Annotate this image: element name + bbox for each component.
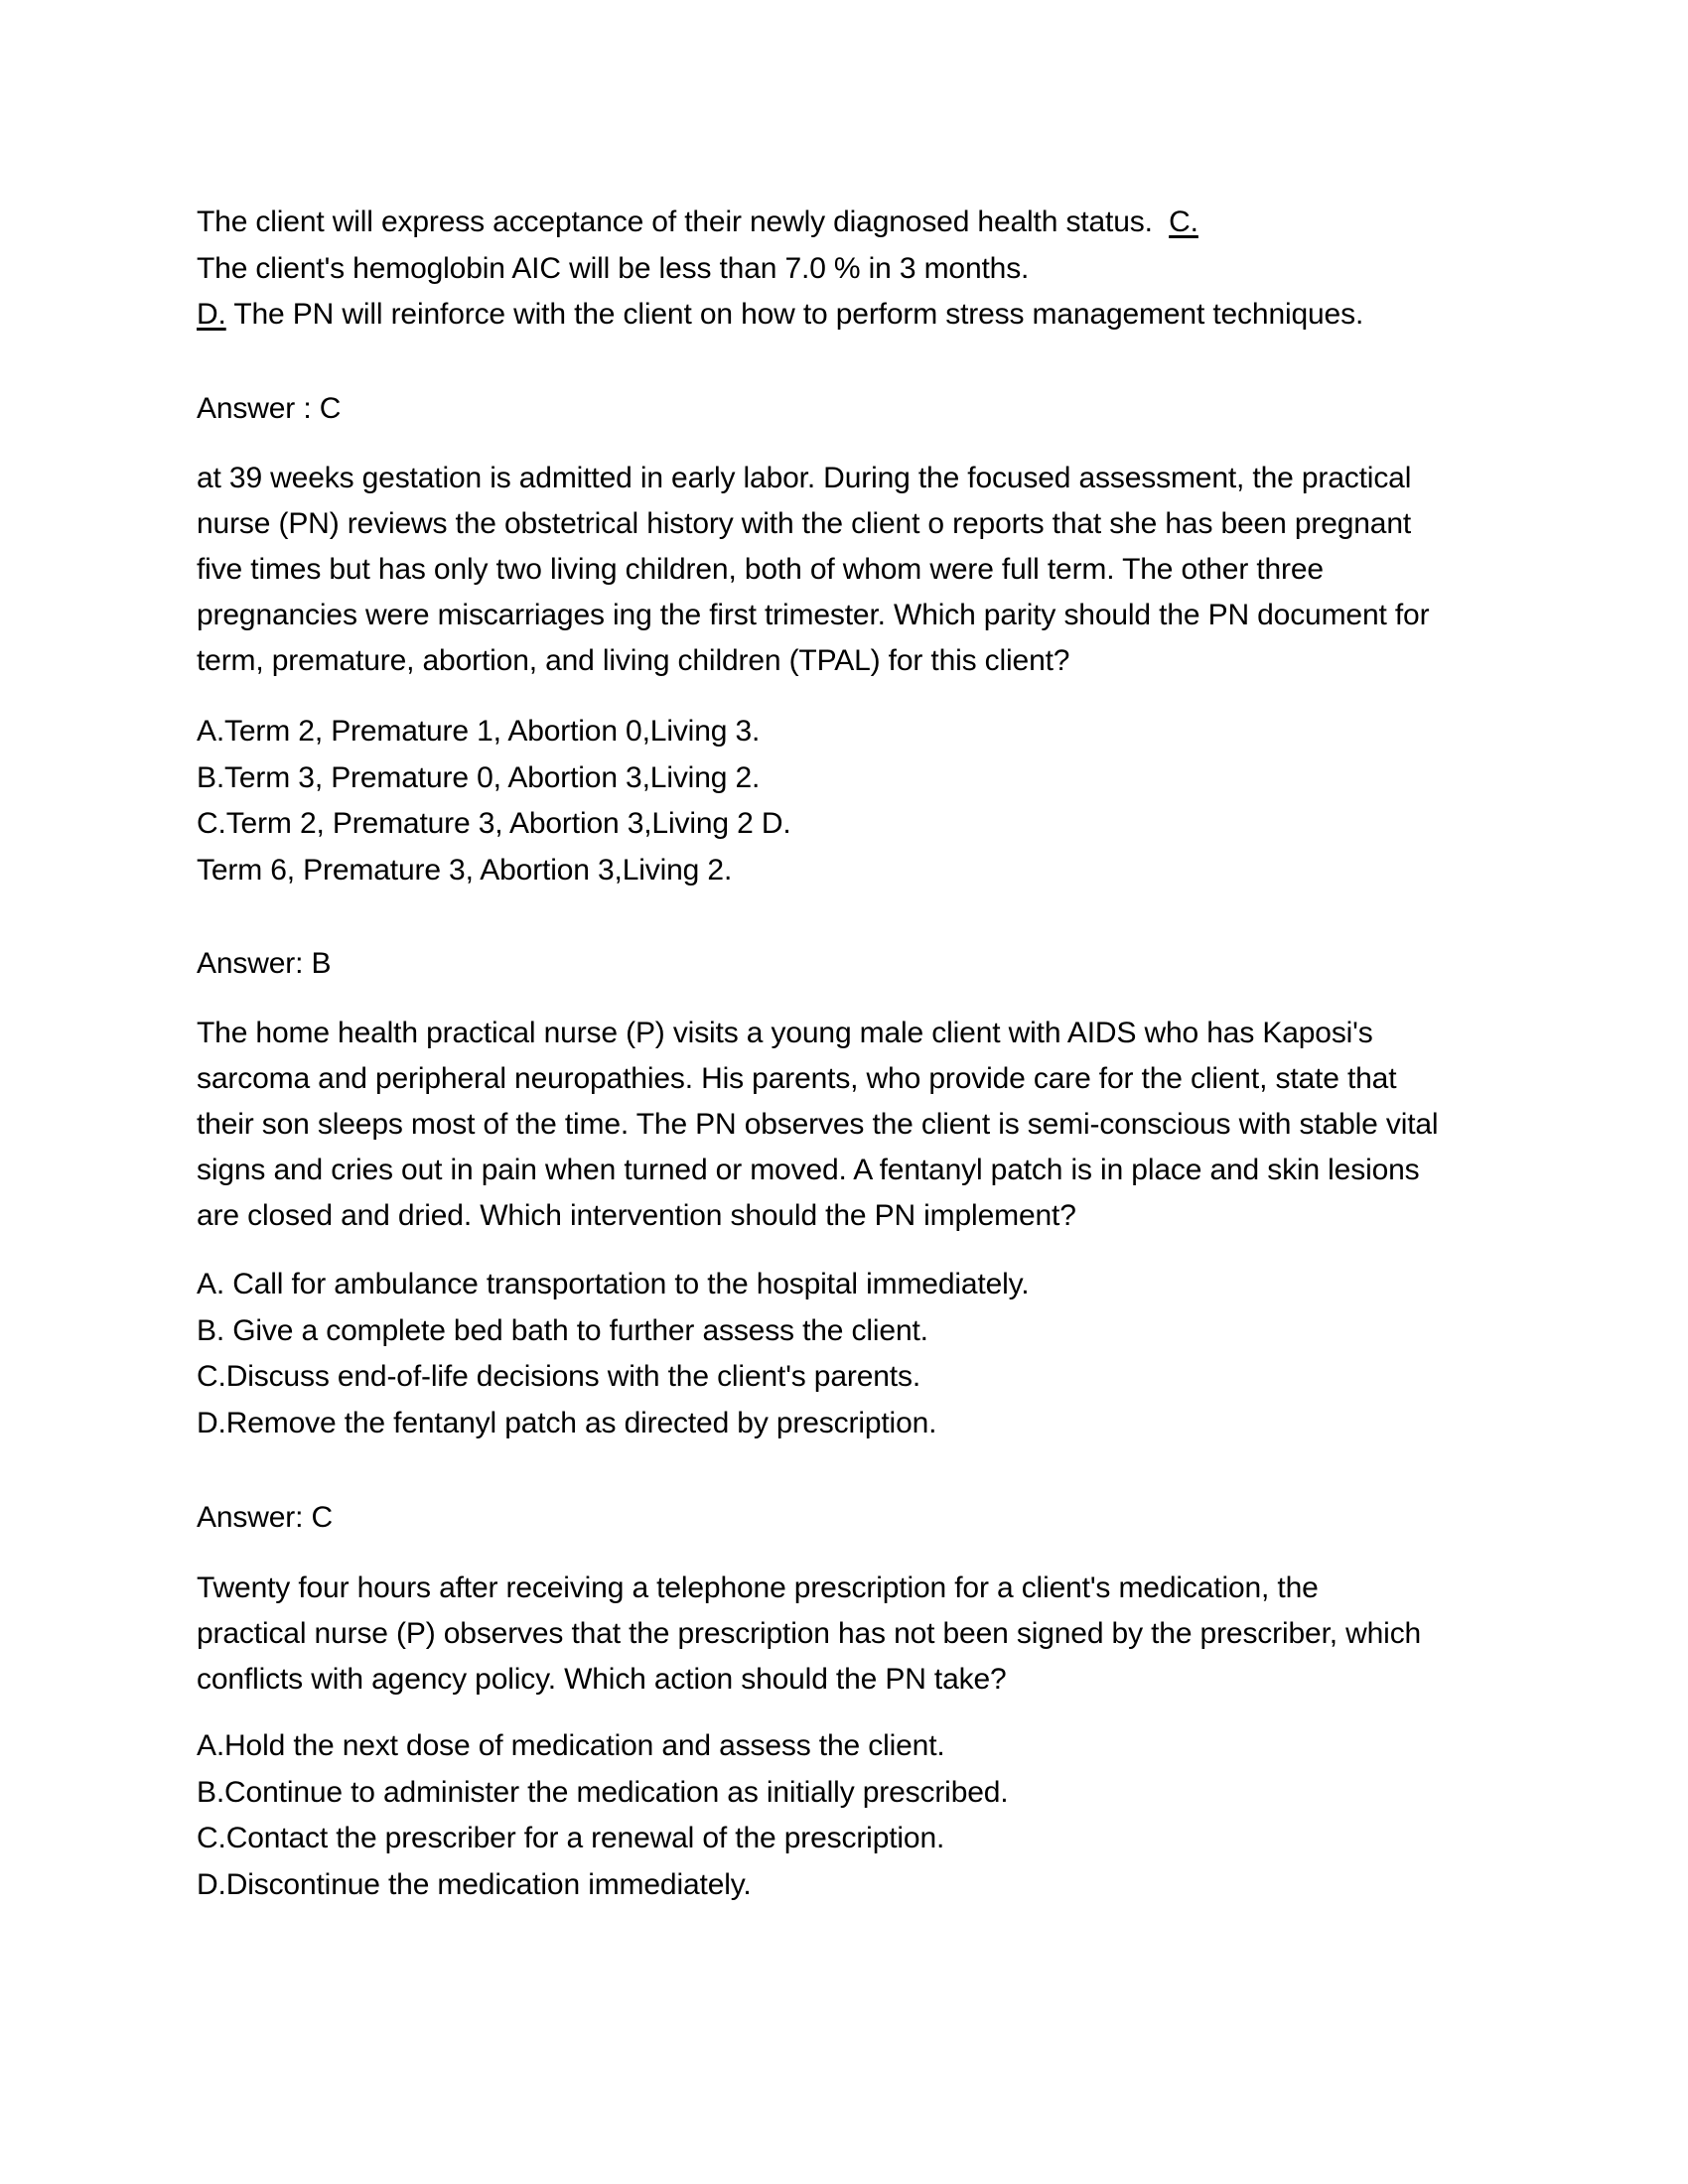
- option-line: Term 6, Premature 3, Abortion 3,Living 2.: [197, 853, 733, 887]
- option-line: C.Discuss end-of-life decisions with the client's parents.: [197, 1360, 921, 1393]
- option-marker: C.: [1169, 205, 1198, 238]
- option-line: D.Remove the fentanyl patch as directed by prescription.: [197, 1406, 937, 1439]
- answer-label: Answer : C: [197, 392, 342, 425]
- option-marker: D.: [197, 298, 226, 331]
- question-line: are closed and dried. Which intervention should the PN implement?: [197, 1199, 1076, 1232]
- option-line: [197, 292, 1507, 339]
- answer-label: Answer: B: [197, 947, 332, 980]
- question-line: term, premature, abortion, and living children (TPAL) for this client?: [197, 644, 1070, 677]
- question-line: nurse (PN) reviews the obstetrical history with the client o reports that she has been pregnant: [197, 507, 1412, 540]
- option-line: D.Discontinue the medication immediately.: [197, 1867, 752, 1901]
- question-line: five times but has only two living children, both of whom were full term. The other three: [197, 553, 1324, 586]
- question-line: sarcoma and peripheral neuropathies. His parents, who provide care for the client, state that: [197, 1062, 1397, 1095]
- question-line: their son sleeps most of the time. The PN observes the client is semi-conscious with stable vital: [197, 1108, 1439, 1141]
- option-line: B.Continue to administer the medication as initially prescribed.: [197, 1775, 1009, 1809]
- option-line: A.Hold the next dose of medication and assess the client.: [197, 1729, 945, 1762]
- question-line: at 39 weeks gestation is admitted in early labor. During the focused assessment, the practical: [197, 462, 1412, 494]
- option-text: The PN will reinforce with the client on how to perform stress management techniques.: [225, 298, 1364, 331]
- option-line: C.Term 2, Premature 3, Abortion 3,Living 2 D.: [197, 807, 791, 840]
- question-line: Twenty four hours after receiving a telephone prescription for a client's medication, the: [197, 1571, 1319, 1604]
- question-line: conflicts with agency policy. Which action should the PN take?: [197, 1663, 1007, 1696]
- option-line: B. Give a complete bed bath to further assess the client.: [197, 1313, 928, 1347]
- question-line: practical nurse (P) observes that the prescription has not been signed by the prescriber, which: [197, 1617, 1422, 1650]
- question-line: signs and cries out in pain when turned or moved. A fentanyl patch is in place and skin lesions: [197, 1154, 1420, 1186]
- question-line: The home health practical nurse (P) visits a young male client with AIDS who has Kaposi's: [197, 1017, 1373, 1049]
- option-line: B.Term 3, Premature 0, Abortion 3,Living 2.: [197, 760, 761, 794]
- option-line: C.Contact the prescriber for a renewal of the prescription.: [197, 1822, 945, 1854]
- option-text: The client will express acceptance of their newly diagnosed health status.: [197, 205, 1153, 238]
- question-text: [197, 1011, 1507, 1239]
- answer-label: Answer: C: [197, 1501, 334, 1534]
- option-line: A.Term 2, Premature 1, Abortion 0,Living 3.: [197, 715, 761, 748]
- question-text: [197, 456, 1507, 684]
- option-line: A. Call for ambulance transportation to the hospital immediately.: [197, 1268, 1030, 1300]
- option-text: The client's hemoglobin AIC will be less than 7.0 % in 3 months.: [197, 251, 1030, 285]
- previous-question-options: [197, 200, 1507, 339]
- option-line: [197, 200, 1507, 246]
- answer-options: [197, 709, 1507, 893]
- option-line: [197, 246, 1507, 293]
- question-line: pregnancies were miscarriages ing the first trimester. Which parity should the PN document for: [197, 599, 1430, 631]
- answer-options: [197, 1262, 1507, 1446]
- answer-options: [197, 1723, 1507, 1908]
- question-text: [197, 1566, 1507, 1703]
